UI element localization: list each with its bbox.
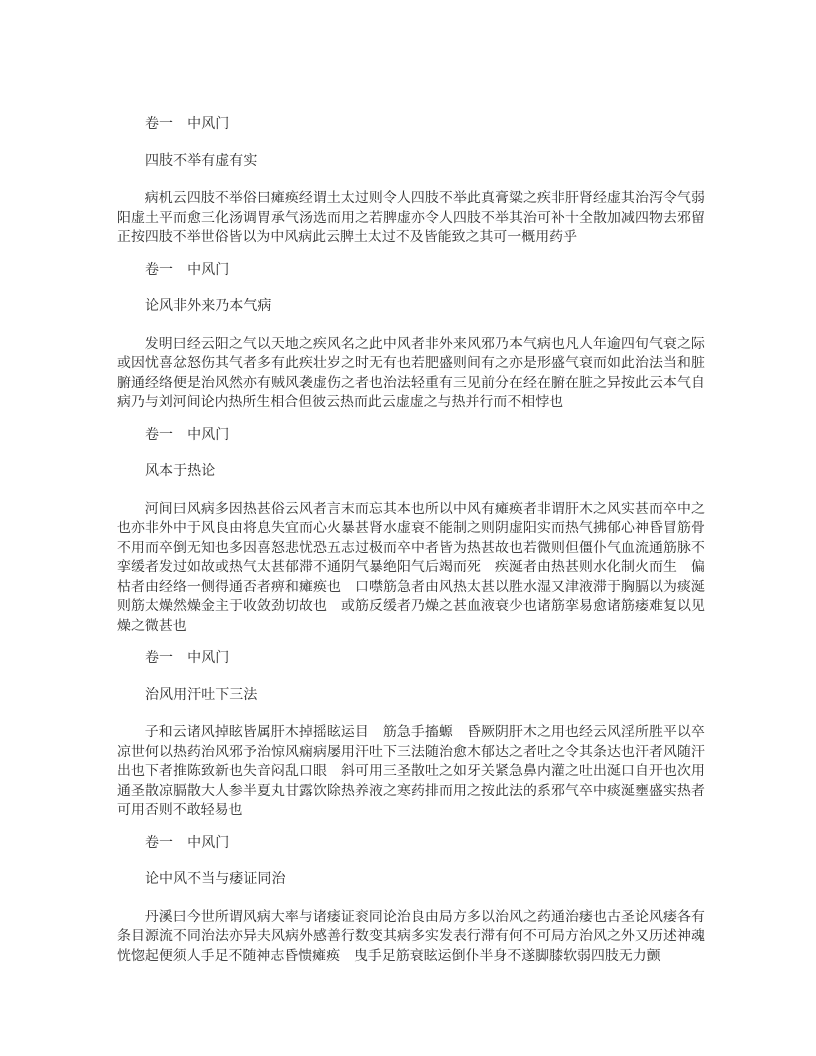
section-sizhibuju <box>117 115 705 248</box>
section-paragraph: 河间曰风病多因热甚俗云风者言末而忘其本也所以中风有瘫痪者非谓肝木之风实甚而卒中之也亦非外中于风良由将息失宜而心火暴甚肾水虚衰不能制之则阴虚阳实而热气拂郁心神昏冒筋骨不用而卒倒无知也多因喜怒悲忧恐五志过极而卒中者皆为热甚故也若微则但僵仆气血流通筋脉不挛缓者发过如故或热气太甚郁滞不通阴气暴绝阳气后竭而死 疾涎者由热甚则水化制火而生 偏枯者由经络一侧得通否者痹和瘫痪也 口噤筋急者由风热太甚以胜水湿又津液滞于胸膈以为痰涎则筋太燥然燥金主于收敛劲切故也 或筋反缓者乃燥之甚血液衰少也诸筋挛易愈诸筋痿难复以见燥之微甚也 <box>117 501 705 634</box>
section-weizhengtongzhi <box>117 834 705 967</box>
section-paragraph: 病机云四肢不举俗曰瘫痪经谓土太过则令人四肢不举此真膏粱之疾非肝肾经虚其治泻令气弱阳虚土平而愈三化汤调胃承气汤选而用之若脾虚亦令人四肢不举其治可补十全散加减四物去邪留正按四肢不举世俗皆以为中风病此云脾土太过不及皆能致之其可一概用药乎 <box>117 191 705 245</box>
section-paragraph: 子和云诸风掉眩皆属肝木掉摇眩运目 筋急手搐螈 昏厥阴肝木之用也经云风淫所胜平以卒凉世何以热药治风邪予治惊风痫病屡用汗吐下三法随治愈木郁达之者吐之令其条达也汗者风随汗出也下者推陈致新也失音闷乱口眼 斜可用三圣散吐之如牙关紧急鼻内灌之吐出涎口自开也次用通圣散凉膈散大人参半夏丸甘露饮除热养液之寒药排而用之按此法的系邪气卒中痰涎壅盛实热者可用否则不敢轻易也 <box>117 725 705 818</box>
section-paragraph: 丹溪曰今世所谓风病大率与诸痿证衮同论治良由局方多以治风之药通治痿也古圣论风痿各有条目源流不同治法亦异夫风病外感善行数变其病多实发表行滞有何不可局方治风之外又历述神魂恍惚起便须人手足不随神志昏愦瘫痪 曳手足筋衰眩运倒仆半身不遂脚膝软弱四肢无力颤 <box>117 909 705 964</box>
section-title: 论风非外来乃本气病 <box>145 299 272 314</box>
chapter-heading: 卷一 中风门 <box>145 262 230 278</box>
chapter-heading: 卷一 中风门 <box>145 427 230 443</box>
section-title: 四肢不举有虚有实 <box>145 153 258 169</box>
chapter-heading: 卷一 中风门 <box>145 651 230 666</box>
section-fengfeiwailai <box>117 261 705 413</box>
section-title: 风本于热论 <box>145 464 216 479</box>
section-title: 治风用汗吐下三法 <box>145 687 258 703</box>
section-paragraph: 发明曰经云阳之气以天地之疾风名之此中风者非外来风邪乃本气病也凡人年逾四旬气衰之际或因忧喜忿怒伤其气者多有此疾壮岁之时无有也若肥盛则间有之亦是形盛气衰而如此治法当和脏腑通经络便是治风然亦有贼风袭虚伤之者也治法轻重有三见前分在经在腑在脏之异按此云本气自病乃与刘河间论内热所生相合但彼云热而此云虚虚之与热并行而不相悖也 <box>117 336 705 410</box>
section-title: 论中风不当与痿证同治 <box>145 872 286 887</box>
section-fengbenyure <box>117 426 705 637</box>
chapter-heading: 卷一 中风门 <box>145 117 230 132</box>
document-content <box>117 115 705 966</box>
section-hantuxia <box>117 649 705 821</box>
chapter-heading: 卷一 中风门 <box>145 835 230 851</box>
